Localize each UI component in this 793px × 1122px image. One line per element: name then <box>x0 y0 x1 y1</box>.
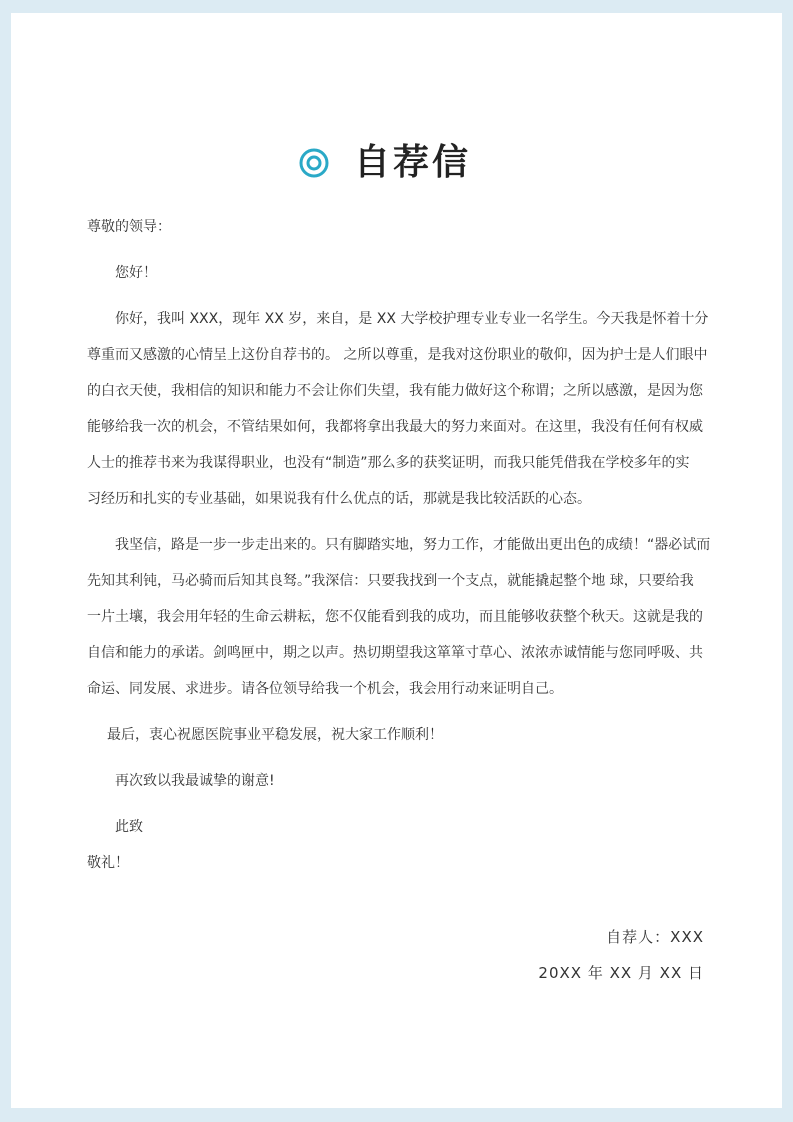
signature-block <box>538 919 704 991</box>
title-row <box>11 133 782 193</box>
closing-wish: 最后，衷心祝愿医院事业平稳发展，祝大家工作顺利！ <box>107 727 443 743</box>
hello-line: 您好！ <box>115 265 157 281</box>
paragraph-line: 人士的推荐书来为我谋得职业，也没有“制造”那么多的获奖证明，而我只能凭借我在学校多年的实 <box>87 455 690 471</box>
paragraph-line: 命运、同发展、求进步。请各位领导给我一个机会，我会用行动来证明自己。 <box>87 681 563 697</box>
letter-body <box>87 209 711 881</box>
paragraph-line: 习经历和扎实的专业基础，如果说我有什么优点的话，那就是我比较活跃的心态。 <box>87 491 591 507</box>
signature: 自荐人：XXX <box>606 928 704 946</box>
paragraph-line: 能够给我一次的机会，不管结果如何，我都将拿出我最大的努力来面对。在这里，我没有任何有权威 <box>87 419 703 435</box>
closing-thanks: 再次致以我最诚挚的谢意! <box>115 773 275 789</box>
paragraph-line: 你好，我叫 XXX，现年 XX 岁，来自，是 XX 大学校护理专业专业一名学生。今天我是怀着十分 <box>115 311 709 327</box>
document-page <box>11 13 782 1108</box>
date: 20XX 年 XX 月 XX 日 <box>538 964 704 982</box>
salute: 敬礼！ <box>87 855 129 871</box>
paragraph-2 <box>87 527 711 707</box>
page-title: 自荐信 <box>353 142 471 183</box>
greeting: 尊敬的领导： <box>87 219 171 235</box>
target-ring-icon <box>298 147 330 179</box>
paragraph-line: 我坚信，路是一步一步走出来的。只有脚踏实地，努力工作，才能做出更出色的成绩！“器必试而 <box>115 537 711 553</box>
closing-cizhi: 此致 <box>115 819 143 835</box>
paragraph-line: 的白衣天使，我相信的知识和能力不会让你们失望，我有能力做好这个称谓；之所以感激，是因为您 <box>87 383 703 399</box>
paragraph-1 <box>87 301 709 517</box>
paragraph-line: 尊重而又感激的心情呈上这份自荐书的。 之所以尊重，是我对这份职业的敬仰，因为护士是人们眼中 <box>87 347 708 363</box>
paragraph-line: 自信和能力的承诺。剑鸣匣中，期之以声。热切期望我这箪箪寸草心、浓浓赤诚情能与您同呼吸、共 <box>87 645 703 661</box>
paragraph-line: 一片土壤，我会用年轻的生命云耕耘，您不仅能看到我的成功，而且能够收获整个秋天。这就是我的 <box>87 609 703 625</box>
paragraph-line: 先知其利钝，马必骑而后知其良驽。”我深信：只要我找到一个支点，就能撬起整个地 球，只要给我 <box>87 573 694 589</box>
